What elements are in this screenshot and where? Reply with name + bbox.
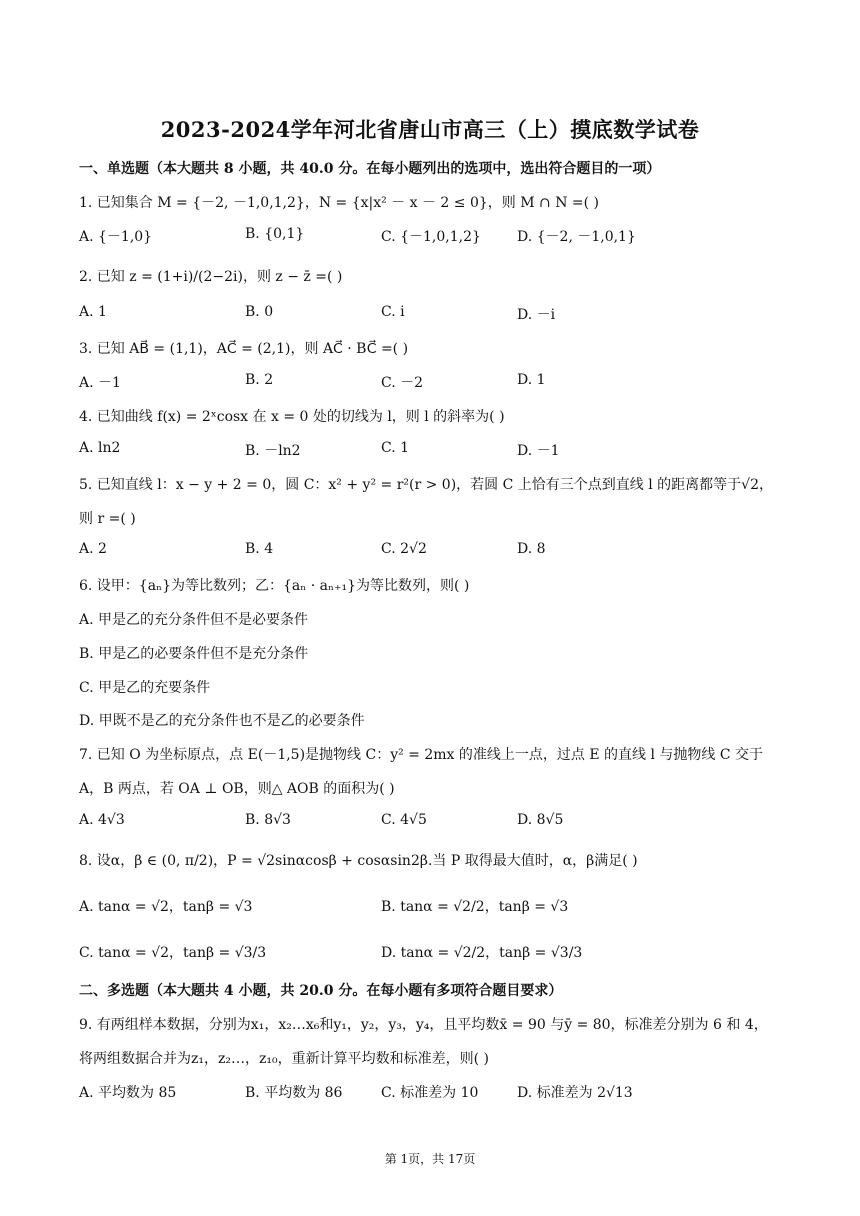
question-6-stem: 6. 设甲：{aₙ}为等比数列；乙：{aₙ · aₙ₊₁}为等比数列，则( ) — [79, 578, 470, 594]
q6-option-a[interactable]: A. 甲是乙的充分条件但不是必要条件 — [79, 612, 309, 628]
page-footer: 第 1页，共 17页 — [384, 1152, 476, 1166]
q6-option-c[interactable]: C. 甲是乙的充要条件 — [79, 680, 211, 696]
q7-option-b[interactable]: B. 8√3 — [245, 812, 291, 828]
q8-option-d[interactable]: D. tanα = √2/2，tanβ = √3/3 — [381, 945, 583, 961]
q6-option-b[interactable]: B. 甲是乙的必要条件但不是充分条件 — [79, 646, 309, 662]
q3-option-c[interactable]: C. －2 — [381, 375, 424, 391]
question-1-stem: 1. 已知集合 M = {－2, －1,0,1,2}，N = {x|x² － x － 2 ≤ 0}，则 M ∩ N =( ) — [79, 195, 600, 211]
q8-option-a[interactable]: A. tanα = √2，tanβ = √3 — [79, 899, 253, 915]
q9-option-a[interactable]: A. 平均数为 85 — [79, 1085, 177, 1101]
q5-option-a[interactable]: A. 2 — [79, 541, 107, 557]
q5-option-b[interactable]: B. 4 — [245, 541, 274, 557]
section-heading-multiple-choice: 二、多选题（本大题共 4 小题，共 20.0 分。在每小题有多项符合题目要求） — [79, 983, 563, 999]
q4-option-a[interactable]: A. ln2 — [79, 440, 121, 456]
q8-option-b[interactable]: B. tanα = √2/2，tanβ = √3 — [381, 899, 569, 915]
q3-option-a[interactable]: A. －1 — [79, 375, 121, 391]
question-2-stem: 2. 已知 z = (1+i)/(2−2i)，则 z − z̄ =( ) — [79, 269, 343, 285]
section-heading-single-choice: 一、单选题（本大题共 8 小题，共 40.0 分。在每小题列出的选项中，选出符合题目的一项） — [79, 161, 661, 177]
q5-option-d[interactable]: D. 8 — [517, 541, 546, 557]
q4-option-b[interactable]: B. －ln2 — [245, 443, 301, 459]
q5-option-c[interactable]: C. 2√2 — [381, 541, 427, 557]
q2-option-c[interactable]: C. i — [381, 304, 405, 320]
q2-option-d[interactable]: D. －i — [517, 307, 556, 323]
q2-option-b[interactable]: B. 0 — [245, 304, 274, 320]
question-7-stem-continued: A，B 两点，若 OA ⊥ OB，则△ AOB 的面积为( ) — [79, 781, 395, 797]
q7-option-d[interactable]: D. 8√5 — [517, 812, 564, 828]
question-7-stem: 7. 已知 O 为坐标原点，点 E(－1,5)是抛物线 C：y² = 2mx 的准线上一点，过点 E 的直线 l 与抛物线 C 交于 — [79, 747, 763, 763]
q1-option-d[interactable]: D. {－2, －1,0,1} — [517, 229, 636, 245]
q1-option-a[interactable]: A. {－1,0} — [79, 229, 153, 245]
q9-option-d[interactable]: D. 标准差为 2√13 — [517, 1085, 633, 1101]
q4-option-c[interactable]: C. 1 — [381, 440, 410, 456]
question-5-stem-continued: 则 r =( ) — [79, 511, 136, 527]
q8-option-c[interactable]: C. tanα = √2，tanβ = √3/3 — [79, 945, 267, 961]
q7-option-c[interactable]: C. 4√5 — [381, 812, 427, 828]
q9-option-b[interactable]: B. 平均数为 86 — [245, 1085, 343, 1101]
q3-option-d[interactable]: D. 1 — [517, 372, 546, 388]
page-title: 2023-2024学年河北省唐山市高三（上）摸底数学试卷 — [160, 117, 700, 142]
q2-option-a[interactable]: A. 1 — [79, 304, 107, 320]
question-9-stem: 9. 有两组样本数据，分别为x₁，x₂…x₆和y₁，y₂，y₃，y₄，且平均数x̄ = 90 与ȳ = 80，标准差分别为 6 和 4， — [79, 1017, 768, 1033]
q3-option-b[interactable]: B. 2 — [245, 372, 274, 388]
q7-option-a[interactable]: A. 4√3 — [79, 812, 125, 828]
q9-option-c[interactable]: C. 标准差为 10 — [381, 1085, 479, 1101]
question-4-stem: 4. 已知曲线 f(x) = 2ˣcosx 在 x = 0 处的切线为 l，则 l 的斜率为( ) — [79, 409, 505, 425]
q4-option-d[interactable]: D. －1 — [517, 443, 560, 459]
question-8-stem: 8. 设α，β ∈ (0, π/2)，P = √2sinαcosβ + cosαsin2β.当 P 取得最大值时，α，β满足( ) — [79, 853, 638, 869]
question-3-stem: 3. 已知 AB⃗ = (1,1)，AC⃗ = (2,1)，则 AC⃗ · BC⃗ =( ) — [79, 341, 409, 357]
question-5-stem: 5. 已知直线 l：x − y + 2 = 0，圆 C：x² + y² = r²(r > 0)，若圆 C 上恰有三个点到直线 l 的距离都等于√2， — [79, 477, 773, 493]
question-9-stem-continued: 将两组数据合并为z₁，z₂…，z₁₀，重新计算平均数和标准差，则( ) — [79, 1051, 489, 1067]
q6-option-d[interactable]: D. 甲既不是乙的充分条件也不是乙的必要条件 — [79, 713, 365, 729]
q1-option-c[interactable]: C. {－1,0,1,2} — [381, 229, 481, 245]
q1-option-b[interactable]: B. {0,1} — [245, 226, 305, 242]
